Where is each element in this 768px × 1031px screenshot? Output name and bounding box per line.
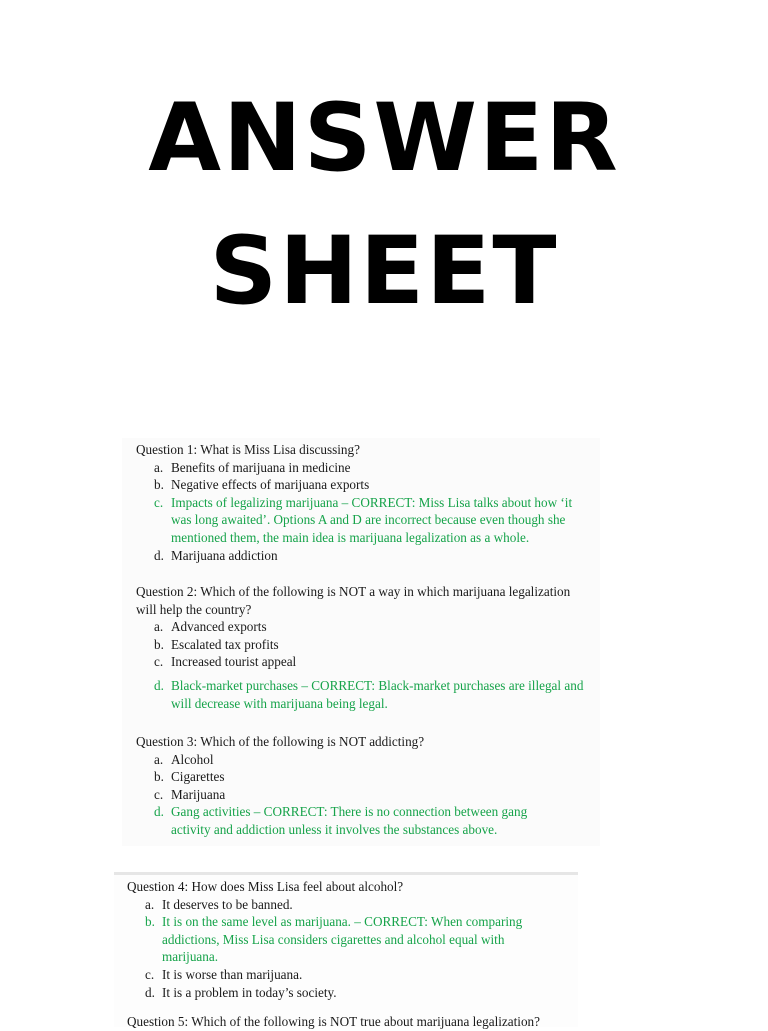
title-line-1: ANSWER	[148, 84, 620, 193]
option-d: d. It is a problem in today’s society.	[145, 984, 337, 1000]
option-b-correct: b. It is on the same level as marijuana. – CORRECT: When comparing addictions, Miss Lisa considers cigarettes and alcohol equal with marijuana.	[145, 914, 523, 965]
question-prompt: Question 5: Which of the following is NOT true about marijuana legalization?	[127, 1014, 540, 1029]
option-b: b. Cigarettes	[154, 769, 225, 785]
question-5	[127, 1013, 598, 1031]
option-d: d. Marijuana addiction	[154, 547, 278, 563]
option-a: a. Alcohol	[154, 751, 214, 767]
option-c: c. Marijuana	[154, 786, 226, 802]
option-d-correct: d. Gang activities – CORRECT: There is no connection between gang activity and addiction unless it involves the substances above.	[154, 804, 528, 837]
question-prompt: Question 1: What is Miss Lisa discussing?	[136, 442, 360, 457]
option-a: a. Benefits of marijuana in medicine	[154, 459, 351, 475]
option-b: b. Escalated tax profits	[154, 636, 279, 652]
question-1	[136, 441, 592, 564]
option-a: a. Advanced exports	[154, 619, 267, 635]
title-line-2: SHEET	[209, 217, 559, 326]
option-b: b. Negative effects of marijuana exports	[154, 477, 370, 493]
question-3	[136, 733, 592, 839]
option-c: c. It is worse than marijuana.	[145, 966, 303, 982]
question-4	[127, 878, 570, 1001]
option-c-correct: c. Impacts of legalizing marijuana – CORRECT: Miss Lisa talks about how ‘it was long awaited’. Options A and D are incorrect because even though she mentioned them, the main idea is marijuana legalization as a whole.	[154, 494, 573, 545]
question-2	[136, 583, 592, 712]
option-c: c. Increased tourist appeal	[154, 654, 297, 670]
answers-block-1	[122, 438, 600, 846]
question-prompt: Question 4: How does Miss Lisa feel about alcohol?	[127, 879, 404, 894]
option-a: a. It deserves to be banned.	[145, 896, 293, 912]
option-d-correct: d. Black-market purchases – CORRECT: Black-market purchases are illegal and will decrease with marijuana being legal.	[154, 677, 584, 711]
question-prompt: Question 3: Which of the following is NOT addicting?	[136, 734, 425, 749]
answers-block-2	[114, 872, 578, 1027]
question-prompt: Question 2: Which of the following is NOT a way in which marijuana legalization will help the country?	[136, 584, 571, 617]
